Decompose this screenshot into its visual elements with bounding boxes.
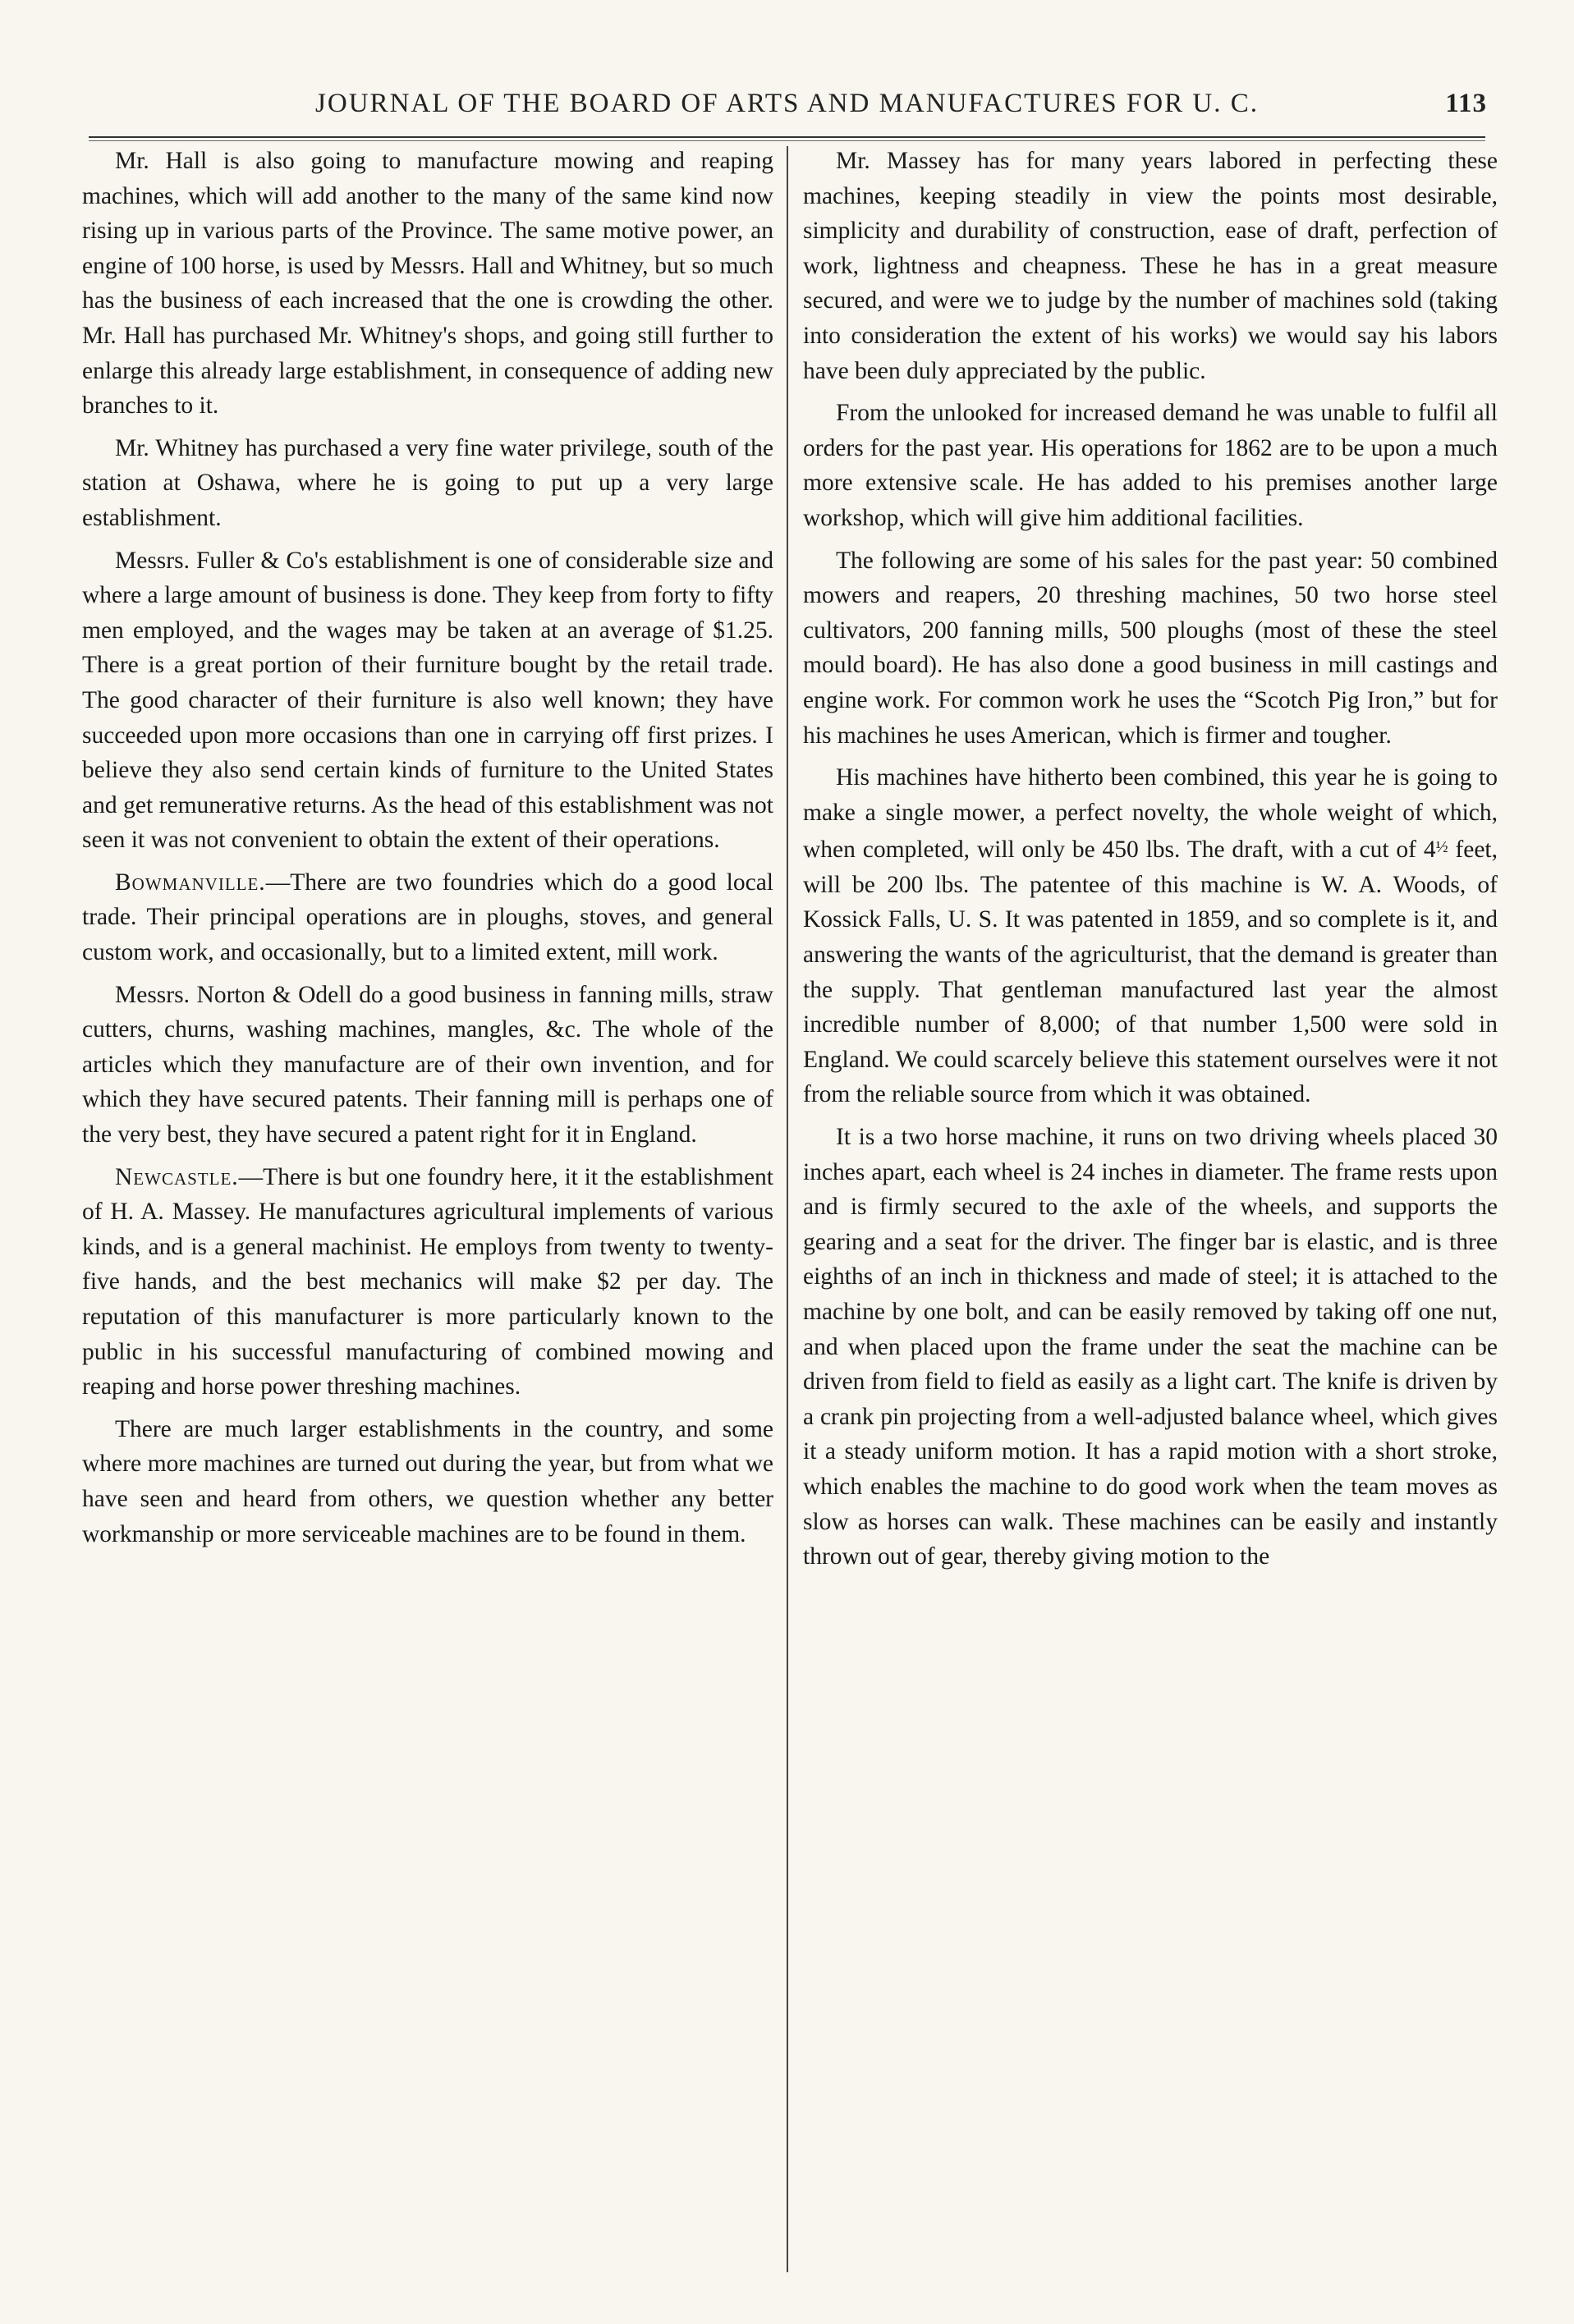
left-column	[82, 144, 773, 1559]
paragraph: From the unlooked for increased demand he was unable to fulfil all orders for the past year. His operations for 1862 are to be upon a much more extensive scale. He has added to his premises another large workshop, which will give him additional facilities.	[803, 400, 1498, 531]
fraction: ½	[1435, 838, 1448, 857]
paragraph: The following are some of his sales for the past year: 50 combined mowers and reapers, 20 threshing machines, 50 two horse steel cultivators, 200 fanning mills, 500 ploughs (most of these the steel mould board). He has also done a good business in mill castings and engine work. For common work he uses the “Scotch Pig Iron,” but for his machines he uses American, which is firmer and tougher.	[803, 547, 1498, 749]
right-column	[803, 144, 1498, 1582]
column-divider	[787, 146, 788, 2272]
header-rule	[89, 136, 1485, 138]
paragraph: There are much larger establishments in the country, and some where more machines are turned out during the year, but from what we have seen and heard from others, we question whether any better workmanship or more serviceable machines are to be found in them.	[82, 1415, 773, 1547]
paragraph	[82, 865, 773, 970]
page-number: 113	[1445, 89, 1487, 118]
running-head	[82, 89, 1492, 128]
paragraph: Mr. Hall is also going to manufacture mowing and reaping machines, which will add another to the many of the same kind now rising up in various parts of the Province. The same motive power, an engine of 100 horse, is used by Messrs. Hall and Whitney, but so much has the business of each increased that the one is crowding the other. Mr. Hall has purchased Mr. Whitney's shops, and going still further to enlarge this already large establishment, in consequence of adding new branches to it.	[82, 148, 773, 419]
paragraph	[803, 760, 1498, 1112]
paragraph-text: —There are two foundries which do a good local trade. Their principal operations are in ploughs, stoves, and general custom work, and occasionally, but to a limited extent, mill work.	[82, 869, 773, 966]
paragraph: It is a two horse machine, it runs on two driving wheels placed 30 inches apart, each wheel is 24 inches in diameter. The frame rests upon and is firmly secured to the axle of the wheels, and supports the gearing and a seat for the driver. The finger bar is elastic, and is three eighths of an inch in thickness and made of steel; it is attached to the machine by one bolt, and can be easily removed by taking off one nut, and when placed upon the frame under the seat the machine can be driven from field to field as easily as a light cart. The knife is driven by a crank pin projecting from a well-adjusted balance wheel, which gives it a steady uniform motion. It has a rapid motion with a short stroke, which enables the machine to do good work when the team moves as slow as horses can walk. These machines can be easily and instantly thrown out of gear, thereby giving motion to the	[803, 1124, 1498, 1570]
running-title: JOURNAL OF THE BOARD OF ARTS AND MANUFACTURES FOR U. C.	[315, 89, 1259, 118]
paragraph: Mr. Whitney has purchased a very fine water privilege, south of the station at Oshawa, where he is going to put up a very large establishment.	[82, 434, 773, 531]
paragraph-text: His machines have hitherto been combined, this year he is going to make a single mower, a perfect novelty, the whole weight of which, when completed, will only be 450 lbs. The draft, with a cut of 4	[803, 764, 1498, 864]
paragraph	[82, 1160, 773, 1405]
section-heading-newcastle: Newcastle.	[115, 1163, 239, 1190]
section-heading-bowmanville: Bowmanville.	[115, 869, 266, 896]
paragraph: Messrs. Fuller & Co's establishment is one of considerable size and where a large amount of business is done. They keep from forty to fifty men employed, and the wages may be taken at an average of $1.25. There is a great portion of their furniture bought by the retail trade. The good character of their furniture is also well known; they have succeeded upon more occasions than one in carrying off first prizes. I believe they also send certain kinds of furniture to the United States and get remunerative returns. As the head of this establishment was not seen it was not convenient to obtain the extent of their operations.	[82, 547, 773, 854]
paragraph-text: feet, will be 200 lbs. The patentee of this machine is W. A. Woods, of Kossick Falls, U. S. It was patented in 1859, and so complete is it, and answering the wants of the agriculturist, that the demand is greater than the supply. That gentleman manufactured last year the almost incredible number of 8,000; of that number 1,500 were sold in England. We could scarcely believe this statement ourselves were it not from the reliable source from which it was obtained.	[803, 837, 1498, 1108]
paragraph: Messrs. Norton & Odell do a good business in fanning mills, straw cutters, churns, washing machines, mangles, &c. The whole of the articles which they manufacture are of their own invention, and for which they have secured patents. Their fanning mill is perhaps one of the very best, they have secured a patent right for it in England.	[82, 981, 773, 1148]
header-rule-thin	[89, 140, 1485, 141]
paragraph: Mr. Massey has for many years labored in perfecting these machines, keeping steadily in view the points most desirable, simplicity and durability of construction, ease of draft, perfection of work, lightness and cheapness. These he has in a great measure secured, and were we to judge by the number of machines sold (taking into consideration the extent of his works) we would say his labors have been duly appreciated by the public.	[803, 148, 1498, 384]
paragraph-text: —There is but one foundry here, it it the establishment of H. A. Massey. He manufactures agricultural implements of various kinds, and is a general machinist. He employs from twenty to twenty-five hands, and the best mechanics will make $2 per day. The reputation of this manufacturer is more particularly known to the public in his successful manufacturing of combined mowing and reaping and horse power threshing machines.	[82, 1163, 773, 1400]
